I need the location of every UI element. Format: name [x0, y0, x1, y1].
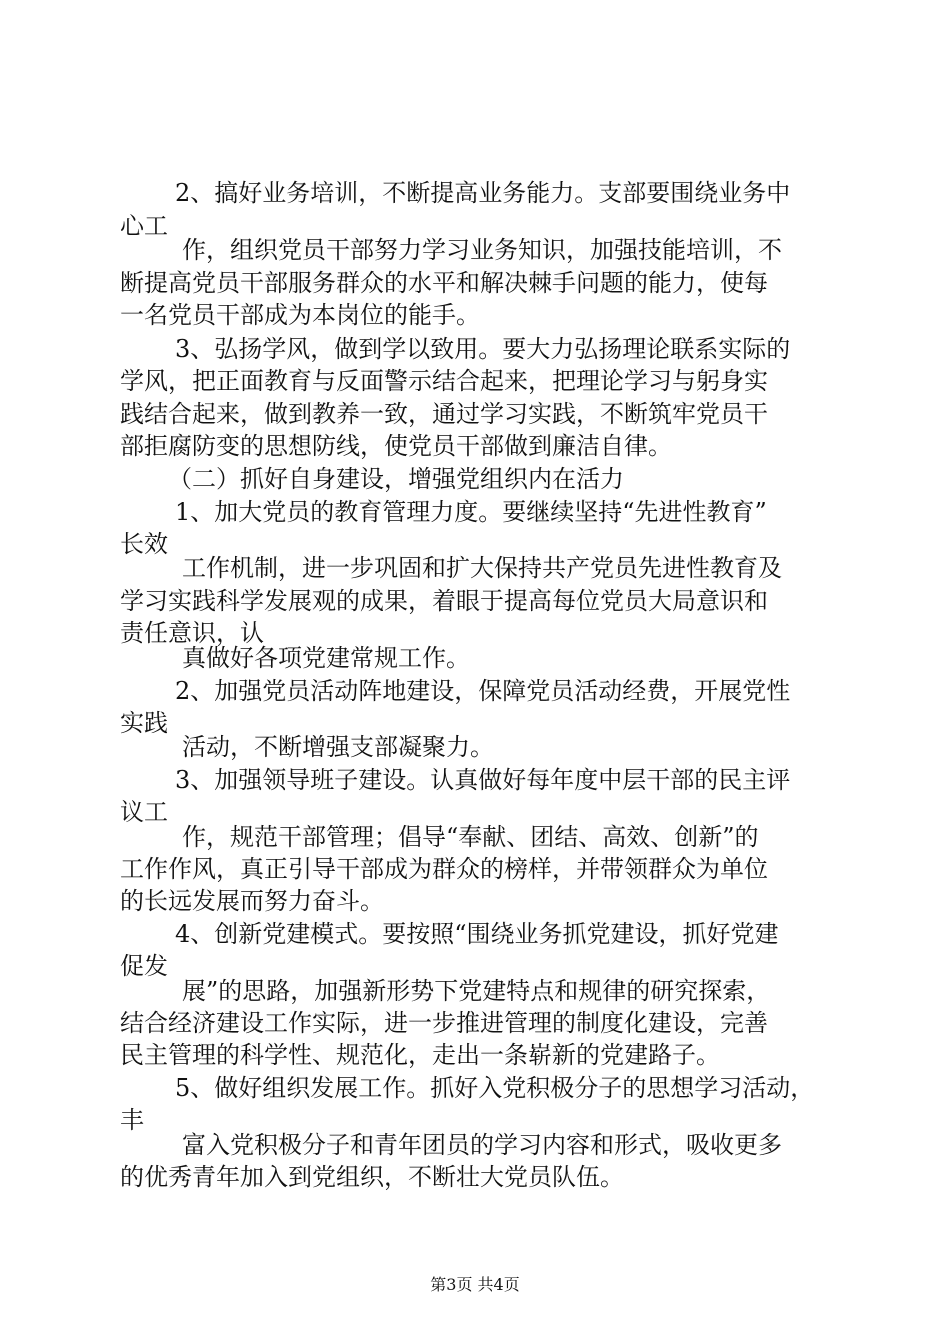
text-line: 工作作风，真正引导干部成为群众的榜样，并带领群众为单位 — [120, 855, 768, 883]
text-line: 断提高党员干部服务群众的水平和解决棘手问题的能力，使每 — [120, 269, 768, 297]
text-line: 一名党员干部成为本岗位的能手。 — [120, 301, 480, 329]
text-line: 作，组织党员干部努力学习业务知识，加强技能培训，不 — [182, 236, 782, 264]
text-line: 活动，不断增强支部凝聚力。 — [182, 733, 494, 761]
text-line: 工作机制，进一步巩固和扩大保持共产党员先进性教育及 — [182, 554, 782, 582]
text-line: 促发 — [120, 952, 168, 980]
text-line: 部拒腐防变的思想防线，使党员干部做到廉洁自律。 — [120, 432, 672, 460]
text-line: 议工 — [120, 798, 168, 826]
text-line: 2、搞好业务培训，不断提高业务能力。支部要围绕业务中 — [175, 179, 791, 207]
text-line: 展”的思路，加强新形势下党建特点和规律的研究探索， — [182, 977, 771, 1005]
text-line: 责任意识，认 — [120, 619, 264, 647]
text-line: 4、创新党建模式。要按照“围绕业务抓党建设，抓好党建 — [175, 920, 779, 948]
page-footer: 第3页 共4页 — [430, 1275, 520, 1294]
text-line: 2、加强党员活动阵地建设，保障党员活动经费，开展党性 — [175, 677, 791, 705]
text-line: 长效 — [120, 530, 168, 558]
text-line: 3、加强领导班子建设。认真做好每年度中层干部的民主评 — [175, 766, 791, 794]
text-line: 心工 — [120, 212, 168, 240]
text-line: 3、弘扬学风，做到学以致用。要大力弘扬理论联系实际的 — [175, 335, 791, 363]
text-line: 作，规范干部管理；倡导“奉献、团结、高效、创新”的 — [182, 823, 759, 851]
text-line: 富入党积极分子和青年团员的学习内容和形式，吸收更多 — [182, 1131, 782, 1159]
text-line: 的长远发展而努力奋斗。 — [120, 887, 384, 915]
text-line: 学风，把正面教育与反面警示结合起来，把理论学习与躬身实 — [120, 367, 768, 395]
text-line: 5、做好组织发展工作。抓好入党积极分子的思想学习活动， — [175, 1074, 815, 1102]
text-line: 结合经济建设工作实际，进一步推进管理的制度化建设，完善 — [120, 1009, 768, 1037]
text-line: 民主管理的科学性、规范化，走出一条崭新的党建路子。 — [120, 1041, 720, 1069]
text-line: 丰 — [120, 1106, 144, 1134]
text-line: 的优秀青年加入到党组织，不断壮大党员队伍。 — [120, 1163, 624, 1191]
text-line: 真做好各项党建常规工作。 — [182, 644, 470, 672]
text-line: 践结合起来，做到教养一致，通过学习实践，不断筑牢党员干 — [120, 400, 768, 428]
text-line: 学习实践科学发展观的成果，着眼于提高每位党员大局意识和 — [120, 587, 768, 615]
section-heading: （二）抓好自身建设，增强党组织内在活力 — [168, 465, 624, 493]
text-line: 实践 — [120, 709, 168, 737]
text-line: 1、加大党员的教育管理力度。要继续坚持“先进性教育” — [175, 498, 767, 526]
